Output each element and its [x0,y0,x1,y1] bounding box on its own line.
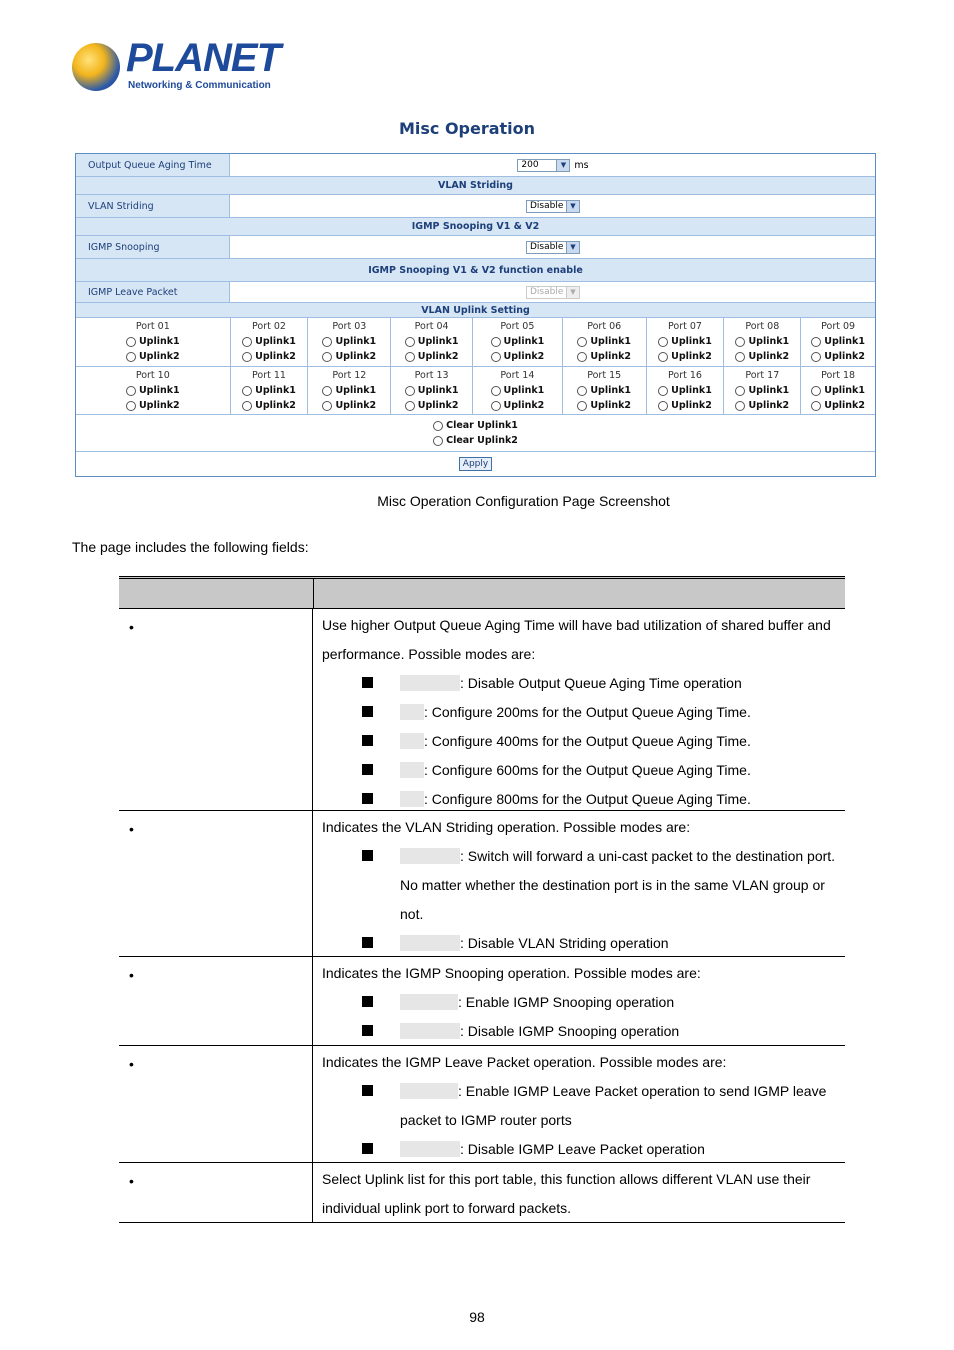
mode-description: : Disable IGMP Leave Packet operation [460,1141,705,1157]
vlan-row [76,195,875,218]
mode-description: : Enable IGMP Leave Packet operation to send IGMP leave packet to IGMP router ports [400,1083,827,1128]
radio-icon[interactable] [322,352,332,362]
field-description: Indicates the VLAN Striding operation. Possible modes are: [322,819,691,835]
uplink2-option[interactable]: Uplink2 [405,398,459,413]
radio-icon[interactable] [735,401,745,411]
radio-icon[interactable] [491,401,501,411]
uplink1-option[interactable]: Uplink1 [577,383,631,398]
mode-item [322,756,845,785]
bullet-icon: • [129,967,134,983]
mode-name-highlight [400,733,424,749]
port-cell [563,367,647,414]
radio-icon[interactable] [811,337,821,347]
uplink2-option[interactable]: Uplink2 [735,398,789,413]
port-cell [473,367,563,414]
mode-name-highlight [400,791,424,807]
igmp-header: IGMP Snooping V1 & V2 [76,218,875,236]
mode-name-highlight [400,848,460,864]
apply-button[interactable]: Apply [459,457,492,471]
uplink1-option[interactable]: Uplink1 [242,383,296,398]
uplink1-option[interactable]: Uplink1 [242,334,296,349]
port-name: Port 01 [135,321,170,332]
port-cell [724,318,801,366]
radio-icon[interactable] [491,386,501,396]
port-cell [647,318,725,366]
mode-name-highlight [400,935,460,951]
uplink1-option[interactable]: Uplink1 [322,334,376,349]
uplink2-option[interactable]: Uplink2 [491,398,545,413]
radio-icon[interactable] [242,401,252,411]
clear-row [76,415,875,452]
vlan-select[interactable]: Disable ▼ [526,200,580,213]
mode-item [322,1017,845,1046]
radio-icon[interactable] [405,337,415,347]
ports-row-2 [76,367,875,415]
port-cell [76,318,231,366]
radio-icon[interactable] [811,401,821,411]
square-bullet-icon [362,1085,373,1096]
mode-item [322,727,845,756]
uplink1-option[interactable]: Uplink1 [811,334,865,349]
port-cell [308,367,391,414]
field-description: Use higher Output Queue Aging Time will have bad utilization of shared buffer and performance. Possible modes are: [322,617,831,662]
mode-description: : Disable IGMP Snooping operation [460,1023,680,1039]
port-cell [76,367,231,414]
radio-icon[interactable] [658,401,668,411]
uplink2-option[interactable]: Uplink2 [811,398,865,413]
field-row [119,957,845,1046]
field-description: Indicates the IGMP Snooping operation. Possible modes are: [322,965,701,981]
port-name: Port 05 [500,321,535,332]
uplink2-option[interactable]: Uplink2 [735,349,789,364]
port-name: Port 02 [252,321,286,332]
chevron-down-icon: ▼ [566,201,579,212]
radio-icon[interactable] [405,401,415,411]
mode-description: : Configure 400ms for the Output Queue Aging Time. [424,733,751,749]
field-row [119,1046,845,1163]
port-cell [391,367,473,414]
field-description: Indicates the IGMP Leave Packet operation. Possible modes are: [322,1054,727,1070]
uplink1-option[interactable]: Uplink1 [322,383,376,398]
mode-description: : Disable VLAN Striding operation [460,935,669,951]
radio-icon[interactable] [322,401,332,411]
uplink1-option[interactable]: Uplink1 [405,383,459,398]
radio-icon[interactable] [811,352,821,362]
uplink1-option[interactable]: Uplink1 [405,334,459,349]
uplink2-option[interactable]: Uplink2 [322,349,376,364]
mode-name-highlight [400,1083,458,1099]
aging-row [76,154,875,177]
radio-icon[interactable] [735,386,745,396]
square-bullet-icon [362,850,373,861]
port-name: Port 15 [587,370,622,381]
uplink2-option[interactable]: Uplink2 [491,349,545,364]
uplink2-option[interactable]: Uplink2 [242,349,296,364]
apply-row [76,452,875,476]
square-bullet-icon [362,677,373,688]
mode-item [322,698,845,727]
leave-label: IGMP Leave Packet [76,282,230,302]
bullet-icon: • [129,1056,134,1072]
radio-icon[interactable] [811,386,821,396]
port-name: Port 07 [668,321,702,332]
uplink1-option[interactable]: Uplink1 [735,334,789,349]
uplink2-option[interactable]: Uplink2 [126,398,180,413]
bullet-icon: • [129,821,134,837]
port-cell [473,318,563,366]
port-name: Port 11 [252,370,286,381]
radio-icon[interactable] [577,386,587,396]
port-name: Port 17 [745,370,780,381]
clear-uplink2-option[interactable]: Clear Uplink2 [433,433,518,448]
igmp-row [76,236,875,259]
uplink2-option[interactable]: Uplink2 [658,398,712,413]
radio-icon[interactable] [242,352,252,362]
uplink-header: VLAN Uplink Setting [76,303,875,318]
port-name: Port 10 [135,370,170,381]
aging-unit: ms [574,159,589,171]
mode-item [322,1135,845,1164]
uplink2-option[interactable]: Uplink2 [126,349,180,364]
page-number: 98 [469,1309,485,1325]
leave-row [76,282,875,303]
port-cell [801,367,875,414]
port-cell [231,367,309,414]
aging-label: Output Queue Aging Time [76,154,230,176]
uplink1-option[interactable]: Uplink1 [491,334,545,349]
radio-icon[interactable] [405,386,415,396]
chevron-down-icon: ▼ [556,160,569,171]
port-name: Port 06 [587,321,622,332]
port-cell [647,367,725,414]
mode-item [322,785,845,814]
mode-description: : Configure 800ms for the Output Queue Aging Time. [424,791,751,807]
mode-name-highlight [400,675,460,691]
port-cell [724,367,801,414]
port-name: Port 08 [745,321,780,332]
port-cell [231,318,309,366]
mode-item [322,669,845,698]
radio-icon[interactable] [126,386,136,396]
bullet-icon: • [129,619,134,635]
uplink1-option[interactable]: Uplink1 [735,383,789,398]
radio-icon[interactable] [242,337,252,347]
uplink1-option[interactable]: Uplink1 [491,383,545,398]
square-bullet-icon [362,735,373,746]
uplink1-option[interactable]: Uplink1 [658,383,712,398]
radio-icon[interactable] [491,352,501,362]
port-name: Port 09 [821,321,856,332]
igmp-function-header: IGMP Snooping V1 & V2 function enable [76,259,875,282]
radio-icon[interactable] [577,337,587,347]
mode-item [322,1077,845,1135]
ports-row-1 [76,318,875,367]
port-cell [563,318,647,366]
square-bullet-icon [362,706,373,717]
leave-select[interactable]: Disable ▼ [526,286,580,299]
uplink2-option[interactable]: Uplink2 [242,398,296,413]
mode-name-highlight [400,1141,460,1157]
mode-item [322,842,845,929]
logo-wordmark: PLANET [126,36,280,80]
field-row [119,811,845,957]
mode-item [322,988,845,1017]
radio-icon[interactable] [491,337,501,347]
radio-icon[interactable] [322,337,332,347]
square-bullet-icon [362,764,373,775]
port-name: Port 14 [500,370,535,381]
chevron-down-icon: ▼ [566,242,579,253]
mode-description: : Switch will forward a uni-cast packet to the destination port. No matter whether the destination port is in the same VLAN group or not. [400,848,836,922]
radio-icon[interactable] [577,401,587,411]
uplink2-option[interactable]: Uplink2 [577,349,631,364]
radio-icon[interactable] [405,352,415,362]
square-bullet-icon [362,996,373,1007]
globe-icon [72,43,120,91]
radio-icon[interactable] [577,352,587,362]
figure-caption: Misc Operation Configuration Page Screenshot [377,493,670,509]
square-bullet-icon [362,1143,373,1154]
port-name: Port 13 [414,370,449,381]
uplink1-option[interactable]: Uplink1 [126,383,180,398]
uplink2-option[interactable]: Uplink2 [405,349,459,364]
port-name: Port 12 [332,370,367,381]
igmp-select[interactable]: Disable ▼ [526,241,580,254]
uplink1-option[interactable]: Uplink1 [811,383,865,398]
screenshot-title: Misc Operation [398,119,536,138]
uplink2-option[interactable]: Uplink2 [322,398,376,413]
radio-icon[interactable] [126,352,136,362]
field-description: Select Uplink list for this port table, this function allows different VLAN use their individual uplink port to forward packets. [322,1171,811,1216]
uplink1-option[interactable]: Uplink1 [126,334,180,349]
aging-select[interactable]: 200 ▼ [517,159,570,172]
uplink1-option[interactable]: Uplink1 [658,334,712,349]
logo-tagline: Networking & Communication [128,80,271,91]
vlan-header: VLAN Striding [76,177,875,195]
radio-icon[interactable] [242,386,252,396]
port-name: Port 18 [821,370,856,381]
fields-table-header [119,576,845,609]
uplink2-option[interactable]: Uplink2 [658,349,712,364]
mode-name-highlight [400,704,424,720]
misc-operation-table [75,153,876,477]
clear-uplink1-option[interactable]: Clear Uplink1 [433,418,518,433]
radio-icon[interactable] [735,352,745,362]
port-cell [308,318,391,366]
mode-description: : Disable Output Queue Aging Time operation [460,675,742,691]
radio-icon[interactable] [658,386,668,396]
fields-table [119,576,845,1223]
igmp-label: IGMP Snooping [76,236,230,258]
port-cell [801,318,875,366]
uplink2-option[interactable]: Uplink2 [811,349,865,364]
mode-item [322,929,845,958]
radio-icon[interactable] [433,436,443,446]
square-bullet-icon [362,1025,373,1036]
planet-logo [72,36,280,96]
field-row [119,609,845,811]
mode-description: : Configure 600ms for the Output Queue Aging Time. [424,762,751,778]
radio-icon[interactable] [433,421,443,431]
port-name: Port 04 [414,321,449,332]
radio-icon[interactable] [658,337,668,347]
uplink1-option[interactable]: Uplink1 [577,334,631,349]
mode-name-highlight [400,762,424,778]
vlan-label: VLAN Striding [76,195,230,217]
chevron-down-icon: ▼ [566,287,579,298]
port-cell [391,318,473,366]
radio-icon[interactable] [322,386,332,396]
square-bullet-icon [362,937,373,948]
square-bullet-icon [362,793,373,804]
uplink2-option[interactable]: Uplink2 [577,398,631,413]
mode-name-highlight [400,1023,460,1039]
port-name: Port 16 [668,370,702,381]
port-name: Port 03 [332,321,367,332]
intro-text: The page includes the following fields: [72,539,309,555]
bullet-icon: • [129,1173,134,1189]
radio-icon[interactable] [658,352,668,362]
radio-icon[interactable] [126,401,136,411]
field-row [119,1163,845,1223]
mode-description: : Configure 200ms for the Output Queue Aging Time. [424,704,751,720]
radio-icon[interactable] [126,337,136,347]
mode-name-highlight [400,994,458,1010]
radio-icon[interactable] [735,337,745,347]
mode-description: : Enable IGMP Snooping operation [458,994,675,1010]
